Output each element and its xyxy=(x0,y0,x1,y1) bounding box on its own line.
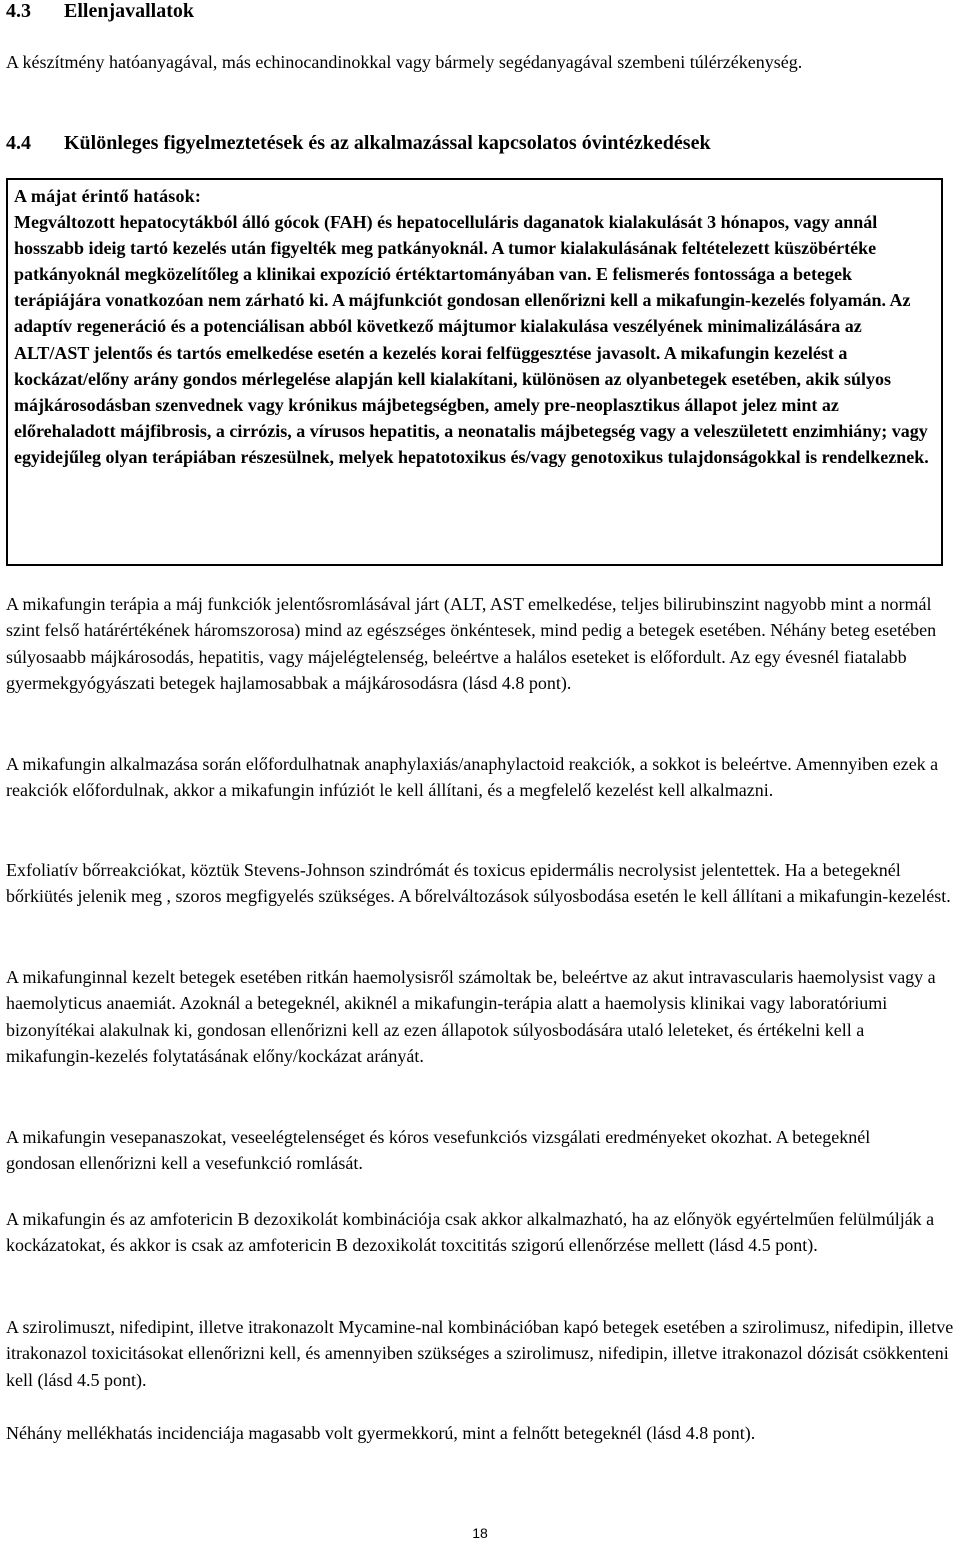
paragraph-haemolysis: A mikafunginnal kezelt betegek esetében ritkán haemolysisről számoltak be, beleértve az akut intravascularis haemolysist vagy a haemolyticus anaemiát. Azoknál a betegeknél, akiknél a mikafungin-terápia alatt a haemolysis klinikai vagy laboratóriumi bizonyítékai alakulnak ki, gondosan ellenőrizni kell az ezen állapotok súlyosbodására utaló leleteket, és értékelni kell a mikafungin-kezelés folytatásának előny/kockázat arányát. xyxy=(6,967,936,1066)
section-number: 4.4 xyxy=(6,132,31,154)
paragraph-sirolimus: A szirolimuszt, nifedipint, illetve itrakonazolt Mycamine-nal kombinációban kapó betegek esetében a szirolimusz, nifedipin, illetve itrakonazol toxicitásokat ellenőrizni kell, és amennyiben szükséges a szirolimusz, nifedipin, illetve itrakonazol dózisát csökkenteni kell (lásd 4.5 pont). xyxy=(6,1317,954,1390)
warning-box-title: A májat érintő hatások: xyxy=(14,186,202,206)
section-title: Különleges figyelmeztetések és az alkalmazással kapcsolatos óvintézkedések xyxy=(64,132,711,154)
liver-warning-box xyxy=(6,178,943,566)
paragraph-amphotericin: A mikafungin és az amfotericin B dezoxikolát kombinációja csak akkor alkalmazható, ha az előnyök egyértelműen felülmúlják a kockázatokat, és akkor is csak az amfotericin B dezoxikolát toxcititás szigorú ellenőrzése mellett (lásd 4.5 pont). xyxy=(6,1209,935,1256)
section-heading-4-4 xyxy=(6,132,711,155)
paragraph-anaphylaxis: A mikafungin alkalmazása során előfordulhatnak anaphylaxiás/anaphylactoid reakciók, a sokkot is beleértve. Amennyiben ezek a reakciók előfordulnak, akkor a mikafungin infúziót le kell állítani, és a megfelelő kezelést kell alkalmazni. xyxy=(6,754,939,801)
warning-box-text: Megváltozott hepatocytákból álló gócok (FAH) és hepatocelluláris daganatok kialakulását 3 hónapos, vagy annál hosszabb ideig tartó kezelés után figyelték meg patkányoknál. A tumor kialakulásának feltételezett küszöbértéke patkányoknál megközelítőleg a klinikai expozíció értéktartományában van. E felismerés fontossága a betegek terápiájára vonatkozóan nem zárható ki. A májfunkciót gondosan ellenőrizni kell a mikafungin-kezelés folyamán. Az adaptív regeneráció és a potenciálisan abból következő májtumor kialakulása veszélyének minimalizálására az ALT/AST jelentős és tartós emelkedése esetén a kezelés korai felfüggesztése javasolt. A mikafungin kezelést a kockázat/előny arány gondos mérlegelése alapján kell kialakítani, különösen az olyanbetegek esetében, akik súlyos májkárosodásban szenvednek vagy krónikus májbetegségben, amely pre-neoplasztikus állapot jelez mint az előrehaladott májfibrosis, a cirrózis, a vírusos hepatitis, a neonatalis májbetegség vagy a veleszületett enzimhiány; vagy egyidejűleg olyan terápiában részesülnek, melyek hepatotoxikus és/vagy genotoxikus tulajdonságokkal is rendelkeznek. xyxy=(14,211,929,468)
paragraph-skin-reactions: Exfoliatív bőrreakciókat, köztük Stevens-Johnson szindrómát és toxicus epidermális necrolysist jelentettek. Ha a betegeknél bőrkiütés jelenik meg , szoros megfigyelés szükséges. A bőrelváltozások súlyosbodása esetén le kell állítani a mikafungin-kezelést. xyxy=(6,860,951,907)
section-heading-4-3 xyxy=(6,0,194,23)
paragraph-paediatric: Néhány mellékhatás incidenciája magasabb volt gyermekkorú, mint a felnőtt betegeknél (lásd 4.8 pont). xyxy=(6,1423,756,1443)
page-number: 18 xyxy=(472,1525,488,1541)
contraindications-text: A készítmény hatóanyagával, más echinocandinokkal vagy bármely segédanyagával szembeni túlérzékenység. xyxy=(6,52,803,72)
paragraph-liver-function: A mikafungin terápia a máj funkciók jelentősromlásával járt (ALT, AST emelkedése, teljes bilirubinszint nagyobb mint a normál szint felső határértékének háromszorosa) mind az egészséges önkéntesek, mind pedig a betegek esetében. Néhány beteg esetében súlyosaabb májkárosodás, hepatitis, vagy májelégtelenség, beleértve a halálos eseteket is előfordult. Az egy évesnél fiatalabb gyermekgyógyászati betegek hajlamosabbak a májkárosodásra (lásd 4.8 pont). xyxy=(6,594,937,693)
section-title: Ellenjavallatok xyxy=(64,0,195,22)
paragraph-renal: A mikafungin vesepanaszokat, veseelégtelenséget és kóros vesefunkciós vizsgálati eredményeket okozhat. A betegeknél gondosan ellenőrizni kell a vesefunkció romlását. xyxy=(6,1127,871,1174)
section-number: 4.3 xyxy=(6,0,31,22)
